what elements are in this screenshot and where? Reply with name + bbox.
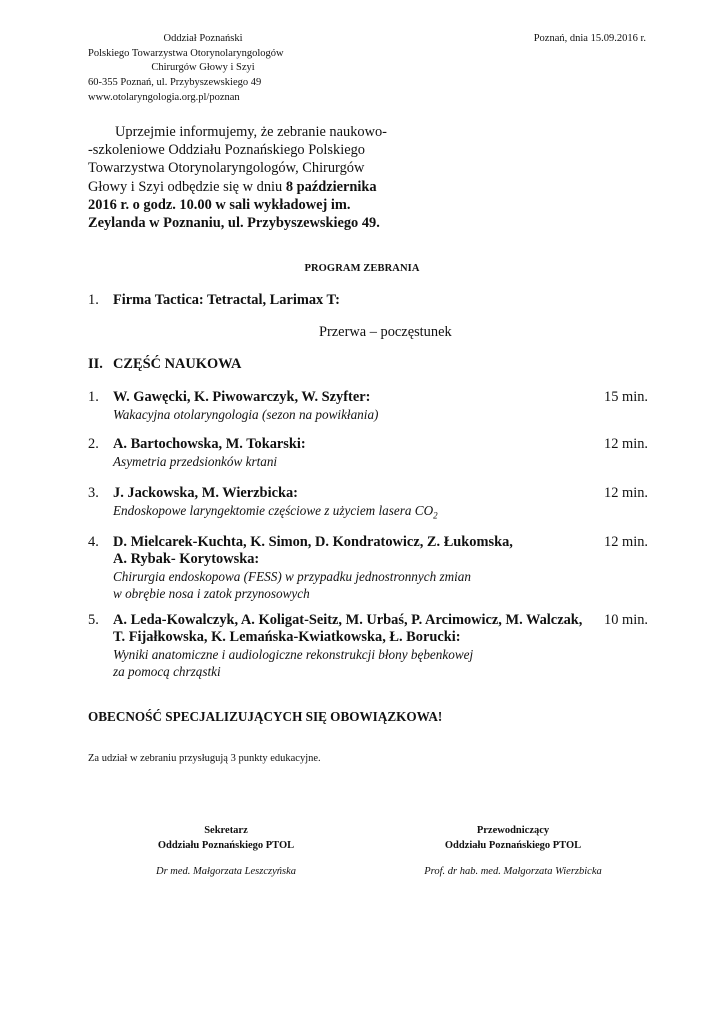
intro-line: 2016 r. o godz. 10.00 w sali wykładowej im. xyxy=(88,196,351,213)
intro-line: Zeylanda w Poznaniu, ul. Przybyszewskiego 49. xyxy=(88,215,380,232)
talk-title: Wakacyjna otolaryngologia (sezon na powikłania) xyxy=(113,407,379,422)
talk-duration: 12 min. xyxy=(604,534,648,550)
talk-title: Chirurgia endoskopowa (FESS) w przypadku jednostronnych zmian xyxy=(113,569,471,584)
talk-authors: A. Leda-Kowalczyk, A. Koligat-Seitz, M. Urbaś, P. Arcimowicz, M. Walczak, xyxy=(113,612,583,628)
org-name-line: Oddział Poznański xyxy=(163,33,243,44)
talk-title: Asymetria przedsionków krtani xyxy=(113,454,278,469)
talk-authors: T. Fijałkowska, K. Lemańska-Kwiatkowska, Ł. Borucki: xyxy=(113,629,461,645)
signature-role: Przewodniczący xyxy=(476,825,550,836)
intro-line: -szkoleniowe Oddziału Poznańskiego Polskiego xyxy=(88,142,365,159)
signature-person: Dr med. Małgorzata Leszczyńska xyxy=(156,866,296,877)
talk-number: 5. xyxy=(88,612,99,628)
talk-title: w obrębie nosa i zatok przynosowych xyxy=(113,586,310,601)
signature-org: Oddziału Poznańskiego PTOL xyxy=(157,840,295,851)
talk-duration: 12 min. xyxy=(604,485,648,501)
talk-title xyxy=(113,502,583,525)
part-label: Firma Tactica: Tetractal, Larimax T: xyxy=(113,292,340,308)
talk-number: 4. xyxy=(88,534,99,550)
talk-number: 1. xyxy=(88,389,99,405)
place-date: Poznań, dnia 15.09.2016 r. xyxy=(533,33,646,44)
part-label: CZĘŚĆ NAUKOWA xyxy=(113,356,242,372)
signature-org: Oddziału Poznańskiego PTOL xyxy=(444,840,582,851)
talk-number: 2. xyxy=(88,436,99,452)
program-part-2-heading xyxy=(88,356,241,373)
talk-authors: J. Jackowska, M. Wierzbicka: xyxy=(113,485,298,501)
intro-text: Głowy i Szyi odbędzie się w dniu xyxy=(88,178,286,195)
org-society-line: Polskiego Towarzystwa Otorynolaryngologów xyxy=(88,47,284,59)
signature-chairman xyxy=(393,823,633,879)
talk-duration: 10 min. xyxy=(604,612,648,628)
organization-address-block xyxy=(88,32,318,106)
talk-title: za pomocą chrząstki xyxy=(113,664,221,679)
talk-authors: A. Rybak- Korytowska: xyxy=(113,551,260,567)
talk-authors: D. Mielcarek-Kuchta, K. Simon, D. Kondratowicz, Z. Łukomska, xyxy=(113,534,513,550)
talk-number: 3. xyxy=(88,485,99,501)
talk-title-text: Endoskopowe laryngektomie częściowe z użyciem lasera CO xyxy=(113,503,434,518)
signature-role: Sekretarz xyxy=(204,825,248,836)
intro-line xyxy=(88,178,398,196)
talk-authors: A. Bartochowska, M. Tokarski: xyxy=(113,436,306,452)
intro-line: Towarzystwa Otorynolaryngologów, Chirurgów xyxy=(88,160,365,177)
part-number: II. xyxy=(88,356,103,372)
part-number: 1. xyxy=(88,292,99,308)
break-label: Przerwa – poczęstunek xyxy=(319,324,452,340)
talk-duration: 15 min. xyxy=(604,389,648,405)
talk-title: Wyniki anatomiczne i audiologiczne rekonstrukcji błony bębenkowej xyxy=(113,647,474,662)
intro-line: Uprzejmie informujemy, że zebranie naukowo- xyxy=(115,124,387,140)
talk-authors: W. Gawęcki, K. Piwowarczyk, W. Szyfter: xyxy=(113,389,371,405)
signature-secretary xyxy=(106,823,346,879)
org-address-line: 60-355 Poznań, ul. Przybyszewskiego 49 xyxy=(88,77,262,89)
subscript: 2 xyxy=(433,510,438,521)
meeting-date: 8 października xyxy=(285,178,377,195)
intro-paragraph xyxy=(88,123,398,232)
org-specialty-line: Chirurgów Głowy i Szyi xyxy=(151,62,255,74)
program-title: PROGRAM ZEBRANIA xyxy=(304,263,420,274)
org-website-line: www.otolaryngologia.org.pl/poznan xyxy=(88,91,240,103)
points-note: Za udział w zebraniu przysługują 3 punkty edukacyjne. xyxy=(88,753,321,764)
talk-duration: 12 min. xyxy=(604,436,648,452)
attendance-note: OBECNOŚĆ SPECJALIZUJĄCYCH SIĘ OBOWIĄZKOWA! xyxy=(88,709,443,724)
signature-person: Prof. dr hab. med. Małgorzata Wierzbicka xyxy=(424,866,602,877)
